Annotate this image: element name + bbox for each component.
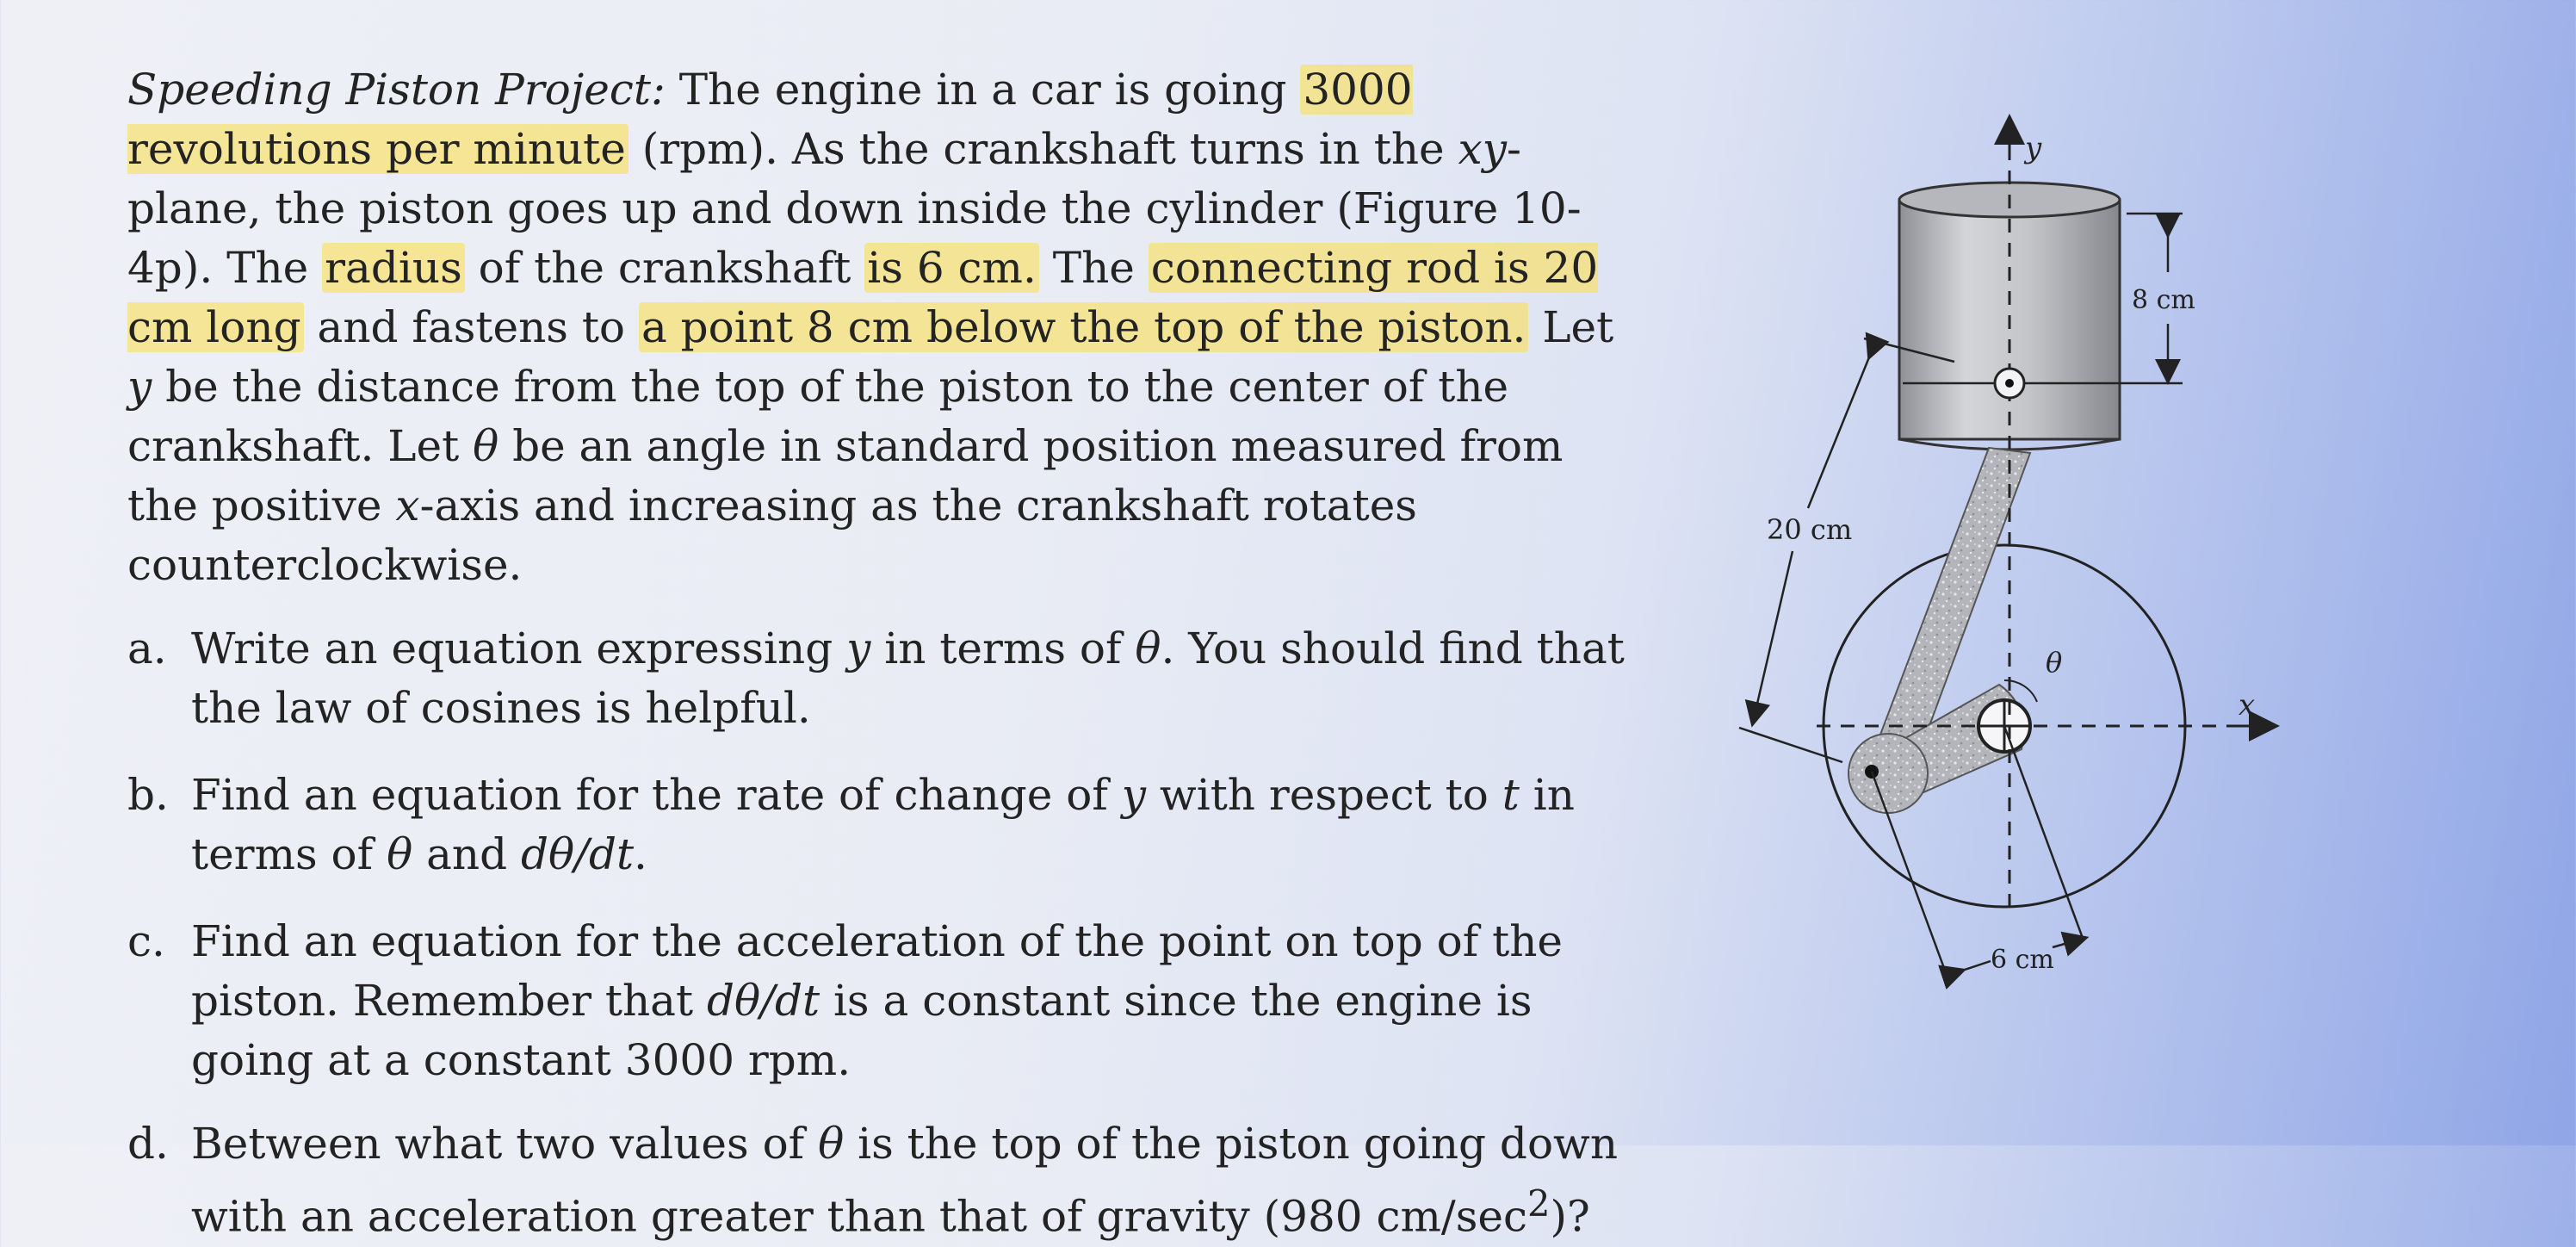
question-b: b. Find an equation for the rate of change of y with respect to t in terms of θ and dθ/dt.: [127, 766, 1643, 884]
y-axis-label: y: [2025, 131, 2042, 165]
highlight-8cm-point: a point 8 cm below the top of the piston.: [639, 302, 1529, 352]
problem-text: [127, 60, 1643, 1247]
problem-title: Speeding Piston Project:: [127, 65, 666, 115]
crank-pin-boss: [1848, 734, 1928, 813]
question-b-label: b.: [127, 770, 169, 820]
dim-8cm-label: 8 cm: [2132, 285, 2195, 315]
piston-figure: [1722, 103, 2290, 1033]
question-a: a. Write an equation expressing y in terms of θ. You should find that the law of cosines is helpful.: [127, 619, 1643, 738]
question-c-label: c.: [127, 916, 165, 966]
problem-intro: Speeding Piston Project: The engine in a car is going 3000 revolutions per minute (rpm). As the crankshaft turns in the xy-plane, the piston goes up and down inside the cylinder (Figure 10-4p). The radius of the crankshaft is 6 cm. The connecting rod is 20 cm long and fastens to a point 8 cm below the top of the piston. Let y be the distance from the top of the piston to the center of the crankshaft. Let θ be an angle in standard position measured from the positive x-axis and increasing as the crankshaft rotates counterclockwise.: [127, 65, 1614, 590]
question-d: d. Between what two values of θ is the top of the piston going down with an acceleration greater than that of gravity (980 $cm/\sec^2$)?: [127, 1114, 1643, 1247]
question-c: c. Find an equation for the acceleration of the point on top of the piston. Remember that dθ/dt is a constant since the engine is going at a constant 3000 rpm.: [127, 912, 1643, 1090]
dim-8cm: [2127, 214, 2195, 383]
highlight-rpm: 3000 revolutions per minute: [127, 65, 1413, 174]
highlight-rod-length: connecting rod is 20 cm long: [127, 243, 1599, 352]
question-d-label: d.: [127, 1119, 169, 1169]
dim-6cm-label: 6 cm: [1991, 945, 2054, 975]
question-a-label: a.: [127, 624, 167, 673]
piston-diagram: [1722, 103, 2290, 1033]
highlight-6cm: is 6 cm.: [864, 243, 1039, 293]
dim-20cm-label: 20 cm: [1767, 513, 1853, 546]
x-axis-label: x: [2239, 688, 2256, 723]
highlight-radius: radius: [322, 243, 465, 293]
theta-label: θ: [2046, 646, 2063, 679]
